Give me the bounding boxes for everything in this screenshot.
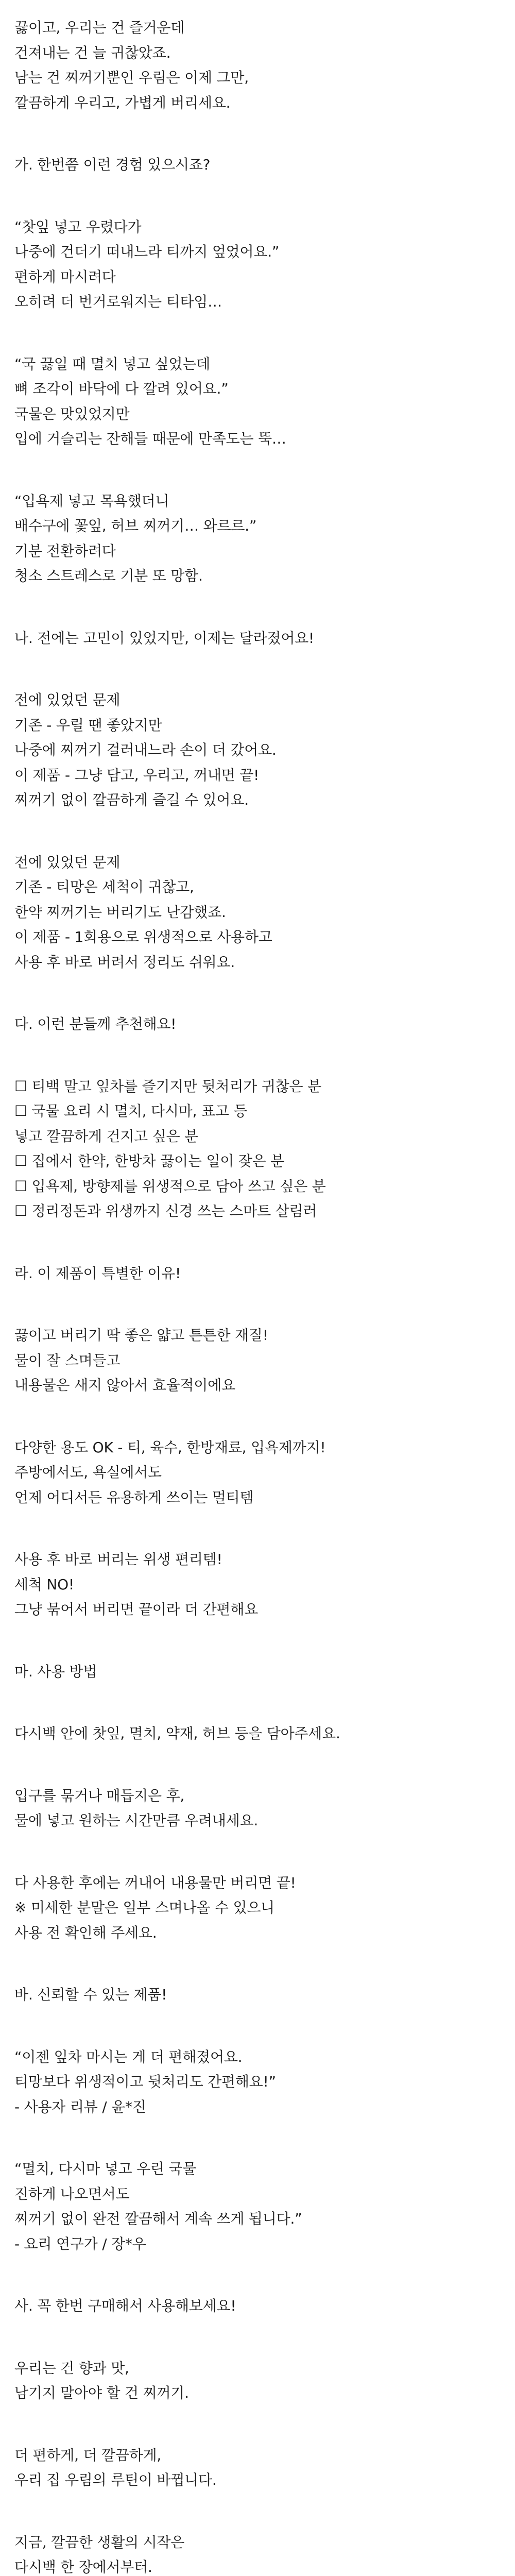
text-line: ☐ 정리정돈과 위생까지 신경 쓰는 스마트 살림러 <box>14 1199 501 1224</box>
text-line: 국물은 맛있었지만 <box>14 402 501 427</box>
text-line: 이 제품 - 1회용으로 위생적으로 사용하고 <box>14 925 501 950</box>
text-line: 뼈 조각이 바닥에 다 깔려 있어요.” <box>14 377 501 402</box>
text-paragraph <box>14 152 501 178</box>
text-paragraph <box>14 1784 501 1834</box>
text-line: 오히려 더 번거로워지는 티타임… <box>14 290 501 315</box>
text-line: 기존 - 우릴 땐 좋았지만 <box>14 713 501 738</box>
text-line: 청소 스트레스로 기분 또 망함. <box>14 564 501 589</box>
text-line: 남는 건 찌꺼기뿐인 우림은 이제 그만, <box>14 65 501 91</box>
text-line: 주방에서도, 욕실에서도 <box>14 1460 501 1485</box>
text-line: 찌꺼기 없이 깔끔하게 즐길 수 있어요. <box>14 788 501 813</box>
text-line: 다시백 안에 찻잎, 멸치, 약재, 허브 등을 담아주세요. <box>14 1721 501 1747</box>
text-paragraph <box>14 15 501 115</box>
text-line: 사용 전 확인해 주세요. <box>14 1921 501 1946</box>
text-line: ☐ 국물 요리 시 멸치, 다시마, 표고 등 <box>14 1099 501 1124</box>
text-line: 우리는 건 향과 맛, <box>14 2356 501 2381</box>
text-line: 깔끔하게 우리고, 가볍게 버리세요. <box>14 91 501 116</box>
text-paragraph <box>14 1012 501 1037</box>
text-line: 다양한 용도 OK - 티, 육수, 한방재료, 입욕제까지! <box>14 1435 501 1461</box>
text-line: ☐ 집에서 한약, 한방차 끓이는 일이 잦은 분 <box>14 1149 501 1174</box>
text-line: 지금, 깔끔한 생활의 시작은 <box>14 2530 501 2555</box>
text-line: 끓이고 버리기 딱 좋은 얇고 튼튼한 재질! <box>14 1323 501 1348</box>
text-paragraph <box>14 1074 501 1224</box>
text-line: 편하게 마시려다 <box>14 265 501 290</box>
text-line: 배수구에 꽃잎, 허브 찌꺼기… 와르르.” <box>14 514 501 539</box>
text-line: 찌꺼기 없이 완전 깔끔해서 계속 쓰게 됩니다.” <box>14 2207 501 2232</box>
text-paragraph <box>14 2356 501 2406</box>
text-paragraph <box>14 1435 501 1511</box>
text-line: 넣고 깔끔하게 건지고 싶은 분 <box>14 1124 501 1149</box>
text-paragraph <box>14 1871 501 1946</box>
text-line: 사용 후 바로 버려서 정리도 쉬워요. <box>14 950 501 975</box>
text-line: 우리 집 우림의 루틴이 바뀝니다. <box>14 2468 501 2493</box>
text-paragraph <box>14 2157 501 2257</box>
text-paragraph <box>14 688 501 813</box>
text-line: 다 사용한 후에는 꺼내어 내용물만 버리면 끝! <box>14 1871 501 1896</box>
text-line: 내용물은 새지 않아서 효율적이에요 <box>14 1373 501 1398</box>
text-line: 다시백 한 장에서부터. <box>14 2555 501 2576</box>
text-line: 바. 신뢰할 수 있는 제품! <box>14 1982 501 2008</box>
text-line: 언제 어디서든 유용하게 쓰이는 멀티템 <box>14 1485 501 1511</box>
text-line: 나중에 찌꺼기 걸러내느라 손이 더 갔어요. <box>14 738 501 763</box>
text-line: 다. 이런 분들께 추천해요! <box>14 1012 501 1037</box>
text-paragraph <box>14 2045 501 2120</box>
text-line: 가. 한번쯤 이런 경험 있으시죠? <box>14 152 501 178</box>
text-line: ☐ 티백 말고 잎차를 즐기지만 뒷처리가 귀찮은 분 <box>14 1074 501 1099</box>
text-paragraph <box>14 2294 501 2319</box>
text-line: - 요리 연구가 / 장*우 <box>14 2232 501 2257</box>
text-paragraph <box>14 1721 501 1747</box>
text-line: 진하게 나오면서도 <box>14 2182 501 2207</box>
text-line: 기존 - 티망은 세척이 귀찮고, <box>14 875 501 900</box>
text-line: 나중에 건더기 떠내느라 티까지 엎었어요.” <box>14 240 501 265</box>
text-line: ☐ 입욕제, 방향제를 위생적으로 담아 쓰고 싶은 분 <box>14 1174 501 1199</box>
text-paragraph <box>14 626 501 651</box>
text-line: 이 제품 - 그냥 담고, 우리고, 꺼내면 끝! <box>14 763 501 788</box>
text-line: 사. 꼭 한번 구매해서 사용해보세요! <box>14 2294 501 2319</box>
text-paragraph <box>14 1547 501 1622</box>
text-line: - 사용자 리뷰 / 윤*진 <box>14 2095 501 2120</box>
text-line: “국 끓일 때 멸치 넣고 싶었는데 <box>14 352 501 377</box>
text-line: 라. 이 제품이 특별한 이유! <box>14 1261 501 1286</box>
text-line: 나. 전에는 고민이 있었지만, 이제는 달라졌어요! <box>14 626 501 651</box>
text-line: ※ 미세한 분말은 일부 스며나올 수 있으니 <box>14 1895 501 1921</box>
text-paragraph <box>14 850 501 975</box>
text-paragraph <box>14 2443 501 2493</box>
text-paragraph <box>14 215 501 315</box>
text-line: 마. 사용 방법 <box>14 1659 501 1685</box>
text-line: 세척 NO! <box>14 1572 501 1598</box>
text-line: 전에 있었던 문제 <box>14 688 501 713</box>
text-line: 한약 찌꺼기는 버리기도 난감했죠. <box>14 900 501 925</box>
text-paragraph <box>14 489 501 589</box>
text-line: 티망보다 위생적이고 뒷처리도 간편해요!” <box>14 2070 501 2095</box>
text-line: “이젠 잎차 마시는 게 더 편해졌어요. <box>14 2045 501 2070</box>
text-line: 남기지 말아야 할 건 찌꺼기. <box>14 2381 501 2406</box>
text-line: 입에 거슬리는 잔해들 때문에 만족도는 뚝… <box>14 427 501 452</box>
text-paragraph <box>14 1982 501 2008</box>
text-line: 건져내는 건 늘 귀찮았죠. <box>14 41 501 66</box>
text-line: 사용 후 바로 버리는 위생 편리템! <box>14 1547 501 1572</box>
text-paragraph <box>14 352 501 452</box>
text-line: 기분 전환하려다 <box>14 539 501 564</box>
text-line: 끓이고, 우리는 건 즐거운데 <box>14 15 501 41</box>
text-line: 물에 넣고 원하는 시간만큼 우려내세요. <box>14 1808 501 1834</box>
text-line: 물이 잘 스며들고 <box>14 1348 501 1374</box>
text-line: “입욕제 넣고 목욕했더니 <box>14 489 501 514</box>
text-paragraph <box>14 1659 501 1685</box>
text-paragraph <box>14 2530 501 2576</box>
text-line: 그냥 묶어서 버리면 끝이라 더 간편해요 <box>14 1597 501 1622</box>
text-line: 더 편하게, 더 깔끔하게, <box>14 2443 501 2468</box>
text-paragraph <box>14 1323 501 1398</box>
text-paragraph <box>14 1261 501 1286</box>
text-line: 전에 있었던 문제 <box>14 850 501 875</box>
text-line: 입구를 묶거나 매듭지은 후, <box>14 1784 501 1809</box>
text-line: “멸치, 다시마 넣고 우린 국물 <box>14 2157 501 2182</box>
text-line: “찻잎 넣고 우렸다가 <box>14 215 501 240</box>
